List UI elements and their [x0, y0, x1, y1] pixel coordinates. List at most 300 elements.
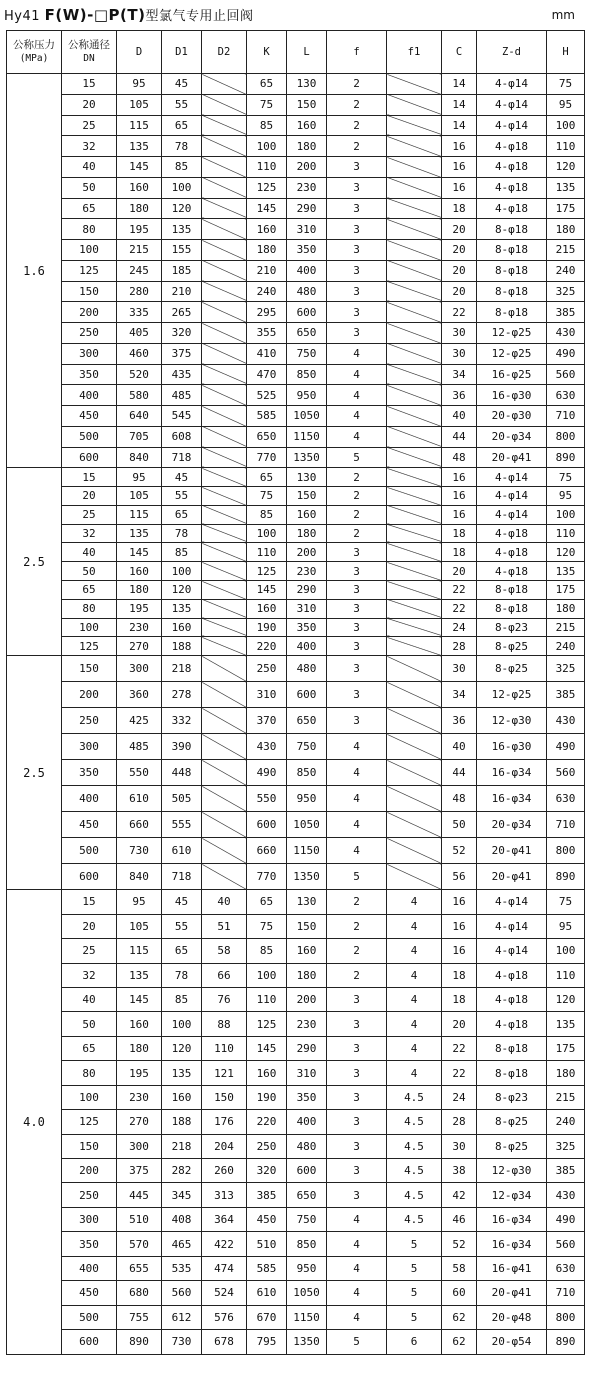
cell-d1: 730 [162, 1330, 202, 1354]
table-row [7, 963, 585, 987]
cell-dn: 200 [62, 1159, 117, 1183]
table-row [7, 426, 585, 447]
cell-d2 [202, 682, 247, 708]
cell-c: 34 [442, 682, 477, 708]
cell-h: 385 [547, 682, 585, 708]
cell-d: 610 [117, 786, 162, 812]
cell-k: 75 [247, 914, 287, 938]
cell-dn: 500 [62, 426, 117, 447]
cell-f: 3 [327, 543, 387, 562]
cell-d1: 390 [162, 734, 202, 760]
cell-f1: 4 [387, 1061, 442, 1085]
cell-l: 950 [287, 385, 327, 406]
cell-d1: 188 [162, 637, 202, 656]
cell-d: 300 [117, 1134, 162, 1158]
cell-zd: 20-φ41 [477, 447, 547, 468]
cell-f1: 5 [387, 1232, 442, 1256]
cell-f: 3 [327, 1159, 387, 1183]
cell-h: 490 [547, 1207, 585, 1231]
cell-zd: 4-φ14 [477, 914, 547, 938]
cell-d2 [202, 302, 247, 323]
cell-f: 4 [327, 734, 387, 760]
cell-f: 4 [327, 385, 387, 406]
cell-f1 [387, 343, 442, 364]
cell-dn: 100 [62, 1085, 117, 1109]
cell-f1: 4 [387, 987, 442, 1011]
table-row [7, 302, 585, 323]
cell-l: 310 [287, 219, 327, 240]
cell-f: 4 [327, 1207, 387, 1231]
cell-f1 [387, 581, 442, 600]
cell-zd: 16-φ34 [477, 786, 547, 812]
cell-h: 560 [547, 760, 585, 786]
cell-f1 [387, 618, 442, 637]
table-row [7, 1281, 585, 1305]
cell-d: 730 [117, 838, 162, 864]
cell-d: 755 [117, 1305, 162, 1329]
cell-d: 215 [117, 240, 162, 261]
cell-d2 [202, 136, 247, 157]
cell-d1: 65 [162, 115, 202, 136]
cell-dn: 150 [62, 656, 117, 682]
cell-k: 160 [247, 599, 287, 618]
cell-f1 [387, 447, 442, 468]
cell-k: 470 [247, 364, 287, 385]
cell-c: 20 [442, 1012, 477, 1036]
table-row [7, 682, 585, 708]
cell-d2 [202, 505, 247, 524]
table-row [7, 260, 585, 281]
cell-k: 320 [247, 1159, 287, 1183]
cell-d: 570 [117, 1232, 162, 1256]
cell-d: 195 [117, 599, 162, 618]
cell-k: 110 [247, 543, 287, 562]
cell-f1 [387, 487, 442, 506]
cell-d: 195 [117, 1061, 162, 1085]
cell-l: 130 [287, 890, 327, 914]
cell-d: 245 [117, 260, 162, 281]
cell-f: 4 [327, 1256, 387, 1280]
cell-c: 20 [442, 562, 477, 581]
cell-k: 65 [247, 468, 287, 487]
cell-f: 3 [327, 637, 387, 656]
cell-l: 350 [287, 618, 327, 637]
cell-d: 270 [117, 637, 162, 656]
cell-c: 36 [442, 385, 477, 406]
cell-d2 [202, 581, 247, 600]
cell-l: 230 [287, 1012, 327, 1036]
cell-d1: 100 [162, 562, 202, 581]
table-row [7, 1085, 585, 1109]
cell-h: 175 [547, 198, 585, 219]
cell-c: 18 [442, 987, 477, 1011]
cell-zd: 8-φ18 [477, 599, 547, 618]
cell-d2 [202, 524, 247, 543]
cell-d1: 85 [162, 157, 202, 178]
cell-d2: 576 [202, 1305, 247, 1329]
cell-l: 160 [287, 505, 327, 524]
header-l: L [287, 31, 327, 74]
cell-f1: 4.5 [387, 1085, 442, 1109]
cell-d1: 560 [162, 1281, 202, 1305]
cell-l: 130 [287, 74, 327, 95]
cell-zd: 8-φ18 [477, 260, 547, 281]
cell-dn: 80 [62, 219, 117, 240]
cell-h: 385 [547, 1159, 585, 1183]
cell-d2: 364 [202, 1207, 247, 1231]
cell-d: 335 [117, 302, 162, 323]
table-row [7, 1183, 585, 1207]
cell-h: 95 [547, 487, 585, 506]
cell-l: 150 [287, 914, 327, 938]
cell-k: 190 [247, 1085, 287, 1109]
cell-k: 550 [247, 786, 287, 812]
cell-zd: 20-φ34 [477, 426, 547, 447]
cell-zd: 16-φ34 [477, 760, 547, 786]
cell-zd: 12-φ34 [477, 1183, 547, 1207]
header-d2: D2 [202, 31, 247, 74]
cell-h: 630 [547, 1256, 585, 1280]
cell-c: 16 [442, 468, 477, 487]
cell-f: 3 [327, 1110, 387, 1134]
cell-f1 [387, 468, 442, 487]
cell-d1: 55 [162, 94, 202, 115]
header-h: H [547, 31, 585, 74]
header-d1: D1 [162, 31, 202, 74]
cell-h: 630 [547, 385, 585, 406]
cell-f1 [387, 157, 442, 178]
cell-zd: 8-φ18 [477, 1036, 547, 1060]
cell-h: 490 [547, 734, 585, 760]
cell-d2 [202, 177, 247, 198]
cell-l: 290 [287, 198, 327, 219]
cell-l: 480 [287, 1134, 327, 1158]
cell-f1: 4.5 [387, 1183, 442, 1207]
cell-f: 4 [327, 1232, 387, 1256]
table-row [7, 760, 585, 786]
cell-k: 180 [247, 240, 287, 261]
cell-zd: 4-φ18 [477, 1012, 547, 1036]
cell-dn: 400 [62, 786, 117, 812]
table-row [7, 1012, 585, 1036]
cell-zd: 20-φ41 [477, 864, 547, 890]
cell-d1: 608 [162, 426, 202, 447]
cell-d2: 150 [202, 1085, 247, 1109]
cell-dn: 20 [62, 487, 117, 506]
cell-l: 400 [287, 260, 327, 281]
cell-k: 660 [247, 838, 287, 864]
table-row [7, 618, 585, 637]
table-row [7, 1134, 585, 1158]
header-f1: f1 [387, 31, 442, 74]
cell-d2 [202, 385, 247, 406]
cell-d1: 155 [162, 240, 202, 261]
cell-zd: 8-φ25 [477, 637, 547, 656]
cell-l: 230 [287, 177, 327, 198]
cell-d2 [202, 760, 247, 786]
cell-k: 110 [247, 157, 287, 178]
cell-zd: 8-φ18 [477, 581, 547, 600]
table-row [7, 281, 585, 302]
cell-h: 110 [547, 136, 585, 157]
cell-k: 160 [247, 219, 287, 240]
cell-d: 375 [117, 1159, 162, 1183]
cell-f1 [387, 302, 442, 323]
title-model: F(W)-□P(T) [44, 6, 146, 24]
cell-zd: 8-φ18 [477, 219, 547, 240]
cell-k: 795 [247, 1330, 287, 1354]
cell-zd: 4-φ14 [477, 74, 547, 95]
cell-d1: 65 [162, 939, 202, 963]
cell-d2: 678 [202, 1330, 247, 1354]
cell-d2: 176 [202, 1110, 247, 1134]
cell-f: 3 [327, 618, 387, 637]
cell-dn: 500 [62, 1305, 117, 1329]
cell-d: 95 [117, 74, 162, 95]
cell-f: 5 [327, 447, 387, 468]
cell-f1 [387, 198, 442, 219]
table-row [7, 1207, 585, 1231]
cell-dn: 50 [62, 177, 117, 198]
cell-f1 [387, 656, 442, 682]
cell-d1: 282 [162, 1159, 202, 1183]
table-row [7, 177, 585, 198]
cell-zd: 8-φ23 [477, 618, 547, 637]
cell-h: 180 [547, 599, 585, 618]
cell-zd: 4-φ14 [477, 487, 547, 506]
cell-dn: 50 [62, 1012, 117, 1036]
cell-f: 4 [327, 838, 387, 864]
table-row [7, 1330, 585, 1354]
cell-l: 650 [287, 708, 327, 734]
cell-zd: 20-φ34 [477, 812, 547, 838]
cell-d2: 66 [202, 963, 247, 987]
cell-f: 2 [327, 487, 387, 506]
cell-d2: 51 [202, 914, 247, 938]
cell-k: 250 [247, 1134, 287, 1158]
cell-c: 40 [442, 406, 477, 427]
cell-l: 1050 [287, 1281, 327, 1305]
cell-c: 18 [442, 963, 477, 987]
cell-zd: 16-φ25 [477, 364, 547, 385]
cell-c: 62 [442, 1305, 477, 1329]
header-line1: 公称通径 [68, 39, 110, 51]
cell-f: 4 [327, 426, 387, 447]
cell-f: 4 [327, 406, 387, 427]
cell-l: 850 [287, 760, 327, 786]
cell-c: 36 [442, 708, 477, 734]
cell-f: 3 [327, 1085, 387, 1109]
cell-d1: 375 [162, 343, 202, 364]
cell-f1 [387, 281, 442, 302]
cell-k: 770 [247, 447, 287, 468]
cell-h: 240 [547, 1110, 585, 1134]
table-row [7, 385, 585, 406]
cell-l: 1050 [287, 812, 327, 838]
cell-dn: 32 [62, 524, 117, 543]
cell-zd: 12-φ30 [477, 708, 547, 734]
cell-d: 550 [117, 760, 162, 786]
cell-d2 [202, 708, 247, 734]
cell-f: 2 [327, 524, 387, 543]
cell-dn: 100 [62, 240, 117, 261]
cell-dn: 150 [62, 1134, 117, 1158]
cell-d1: 278 [162, 682, 202, 708]
table-row [7, 240, 585, 261]
cell-h: 385 [547, 302, 585, 323]
cell-d1: 65 [162, 505, 202, 524]
cell-zd: 8-φ23 [477, 1085, 547, 1109]
table-row [7, 323, 585, 344]
cell-d1: 78 [162, 136, 202, 157]
cell-l: 750 [287, 1207, 327, 1231]
table-row [7, 939, 585, 963]
cell-d2: 110 [202, 1036, 247, 1060]
cell-d1: 465 [162, 1232, 202, 1256]
cell-dn: 125 [62, 1110, 117, 1134]
cell-c: 16 [442, 505, 477, 524]
cell-k: 145 [247, 1036, 287, 1060]
cell-h: 800 [547, 1305, 585, 1329]
cell-h: 135 [547, 177, 585, 198]
cell-d1: 45 [162, 468, 202, 487]
cell-c: 22 [442, 1036, 477, 1060]
cell-k: 770 [247, 864, 287, 890]
cell-h: 890 [547, 447, 585, 468]
cell-c: 46 [442, 1207, 477, 1231]
cell-c: 18 [442, 543, 477, 562]
cell-dn: 65 [62, 581, 117, 600]
cell-k: 210 [247, 260, 287, 281]
cell-dn: 200 [62, 302, 117, 323]
cell-d: 145 [117, 987, 162, 1011]
cell-c: 44 [442, 760, 477, 786]
cell-c: 52 [442, 1232, 477, 1256]
cell-c: 16 [442, 177, 477, 198]
cell-f1 [387, 426, 442, 447]
cell-d2 [202, 406, 247, 427]
header-zd: Z-d [477, 31, 547, 74]
cell-f1: 4 [387, 1012, 442, 1036]
header-d: D [117, 31, 162, 74]
cell-c: 48 [442, 786, 477, 812]
cell-d1: 265 [162, 302, 202, 323]
cell-h: 135 [547, 1012, 585, 1036]
cell-k: 100 [247, 136, 287, 157]
cell-k: 85 [247, 505, 287, 524]
cell-d1: 555 [162, 812, 202, 838]
cell-zd: 16-φ30 [477, 734, 547, 760]
cell-k: 610 [247, 1281, 287, 1305]
cell-f: 3 [327, 1036, 387, 1060]
cell-f: 3 [327, 323, 387, 344]
cell-l: 130 [287, 468, 327, 487]
cell-zd: 16-φ34 [477, 1207, 547, 1231]
cell-d1: 135 [162, 1061, 202, 1085]
cell-h: 75 [547, 468, 585, 487]
cell-l: 650 [287, 323, 327, 344]
table-row [7, 987, 585, 1011]
cell-c: 20 [442, 219, 477, 240]
cell-c: 30 [442, 323, 477, 344]
cell-d1: 55 [162, 487, 202, 506]
cell-k: 100 [247, 524, 287, 543]
cell-f1 [387, 115, 442, 136]
cell-f: 3 [327, 198, 387, 219]
table-row [7, 94, 585, 115]
cell-f: 3 [327, 302, 387, 323]
cell-c: 40 [442, 734, 477, 760]
cell-f1 [387, 177, 442, 198]
cell-f: 3 [327, 1061, 387, 1085]
cell-f1: 6 [387, 1330, 442, 1354]
cell-k: 450 [247, 1207, 287, 1231]
cell-d: 705 [117, 426, 162, 447]
cell-d2 [202, 426, 247, 447]
cell-h: 120 [547, 987, 585, 1011]
cell-dn: 600 [62, 864, 117, 890]
cell-d1: 718 [162, 447, 202, 468]
cell-d1: 185 [162, 260, 202, 281]
cell-dn: 400 [62, 1256, 117, 1280]
table-row [7, 786, 585, 812]
cell-d: 230 [117, 618, 162, 637]
cell-d1: 485 [162, 385, 202, 406]
cell-l: 310 [287, 1061, 327, 1085]
cell-d: 360 [117, 682, 162, 708]
cell-d: 425 [117, 708, 162, 734]
cell-d: 270 [117, 1110, 162, 1134]
cell-h: 325 [547, 656, 585, 682]
cell-d2: 88 [202, 1012, 247, 1036]
cell-dn: 25 [62, 505, 117, 524]
cell-d: 115 [117, 115, 162, 136]
cell-c: 14 [442, 115, 477, 136]
cell-f1: 4 [387, 939, 442, 963]
cell-f1: 5 [387, 1305, 442, 1329]
cell-f1: 5 [387, 1256, 442, 1280]
cell-l: 160 [287, 939, 327, 963]
cell-d2 [202, 562, 247, 581]
cell-h: 710 [547, 812, 585, 838]
table-row [7, 447, 585, 468]
table-row [7, 219, 585, 240]
cell-h: 490 [547, 343, 585, 364]
cell-dn: 450 [62, 812, 117, 838]
table-row [7, 468, 585, 487]
cell-h: 710 [547, 406, 585, 427]
cell-l: 850 [287, 1232, 327, 1256]
cell-dn: 450 [62, 406, 117, 427]
cell-d1: 545 [162, 406, 202, 427]
cell-c: 22 [442, 1061, 477, 1085]
cell-f: 2 [327, 136, 387, 157]
cell-d: 145 [117, 157, 162, 178]
cell-d: 145 [117, 543, 162, 562]
cell-zd: 20-φ48 [477, 1305, 547, 1329]
cell-k: 670 [247, 1305, 287, 1329]
cell-dn: 350 [62, 760, 117, 786]
cell-d2 [202, 323, 247, 344]
cell-dn: 100 [62, 618, 117, 637]
pressure-cell: 1.6 [7, 74, 62, 468]
cell-f1: 4.5 [387, 1134, 442, 1158]
unit-label: mm [551, 8, 575, 22]
cell-h: 110 [547, 963, 585, 987]
cell-d: 655 [117, 1256, 162, 1280]
cell-d1: 505 [162, 786, 202, 812]
cell-h: 560 [547, 1232, 585, 1256]
